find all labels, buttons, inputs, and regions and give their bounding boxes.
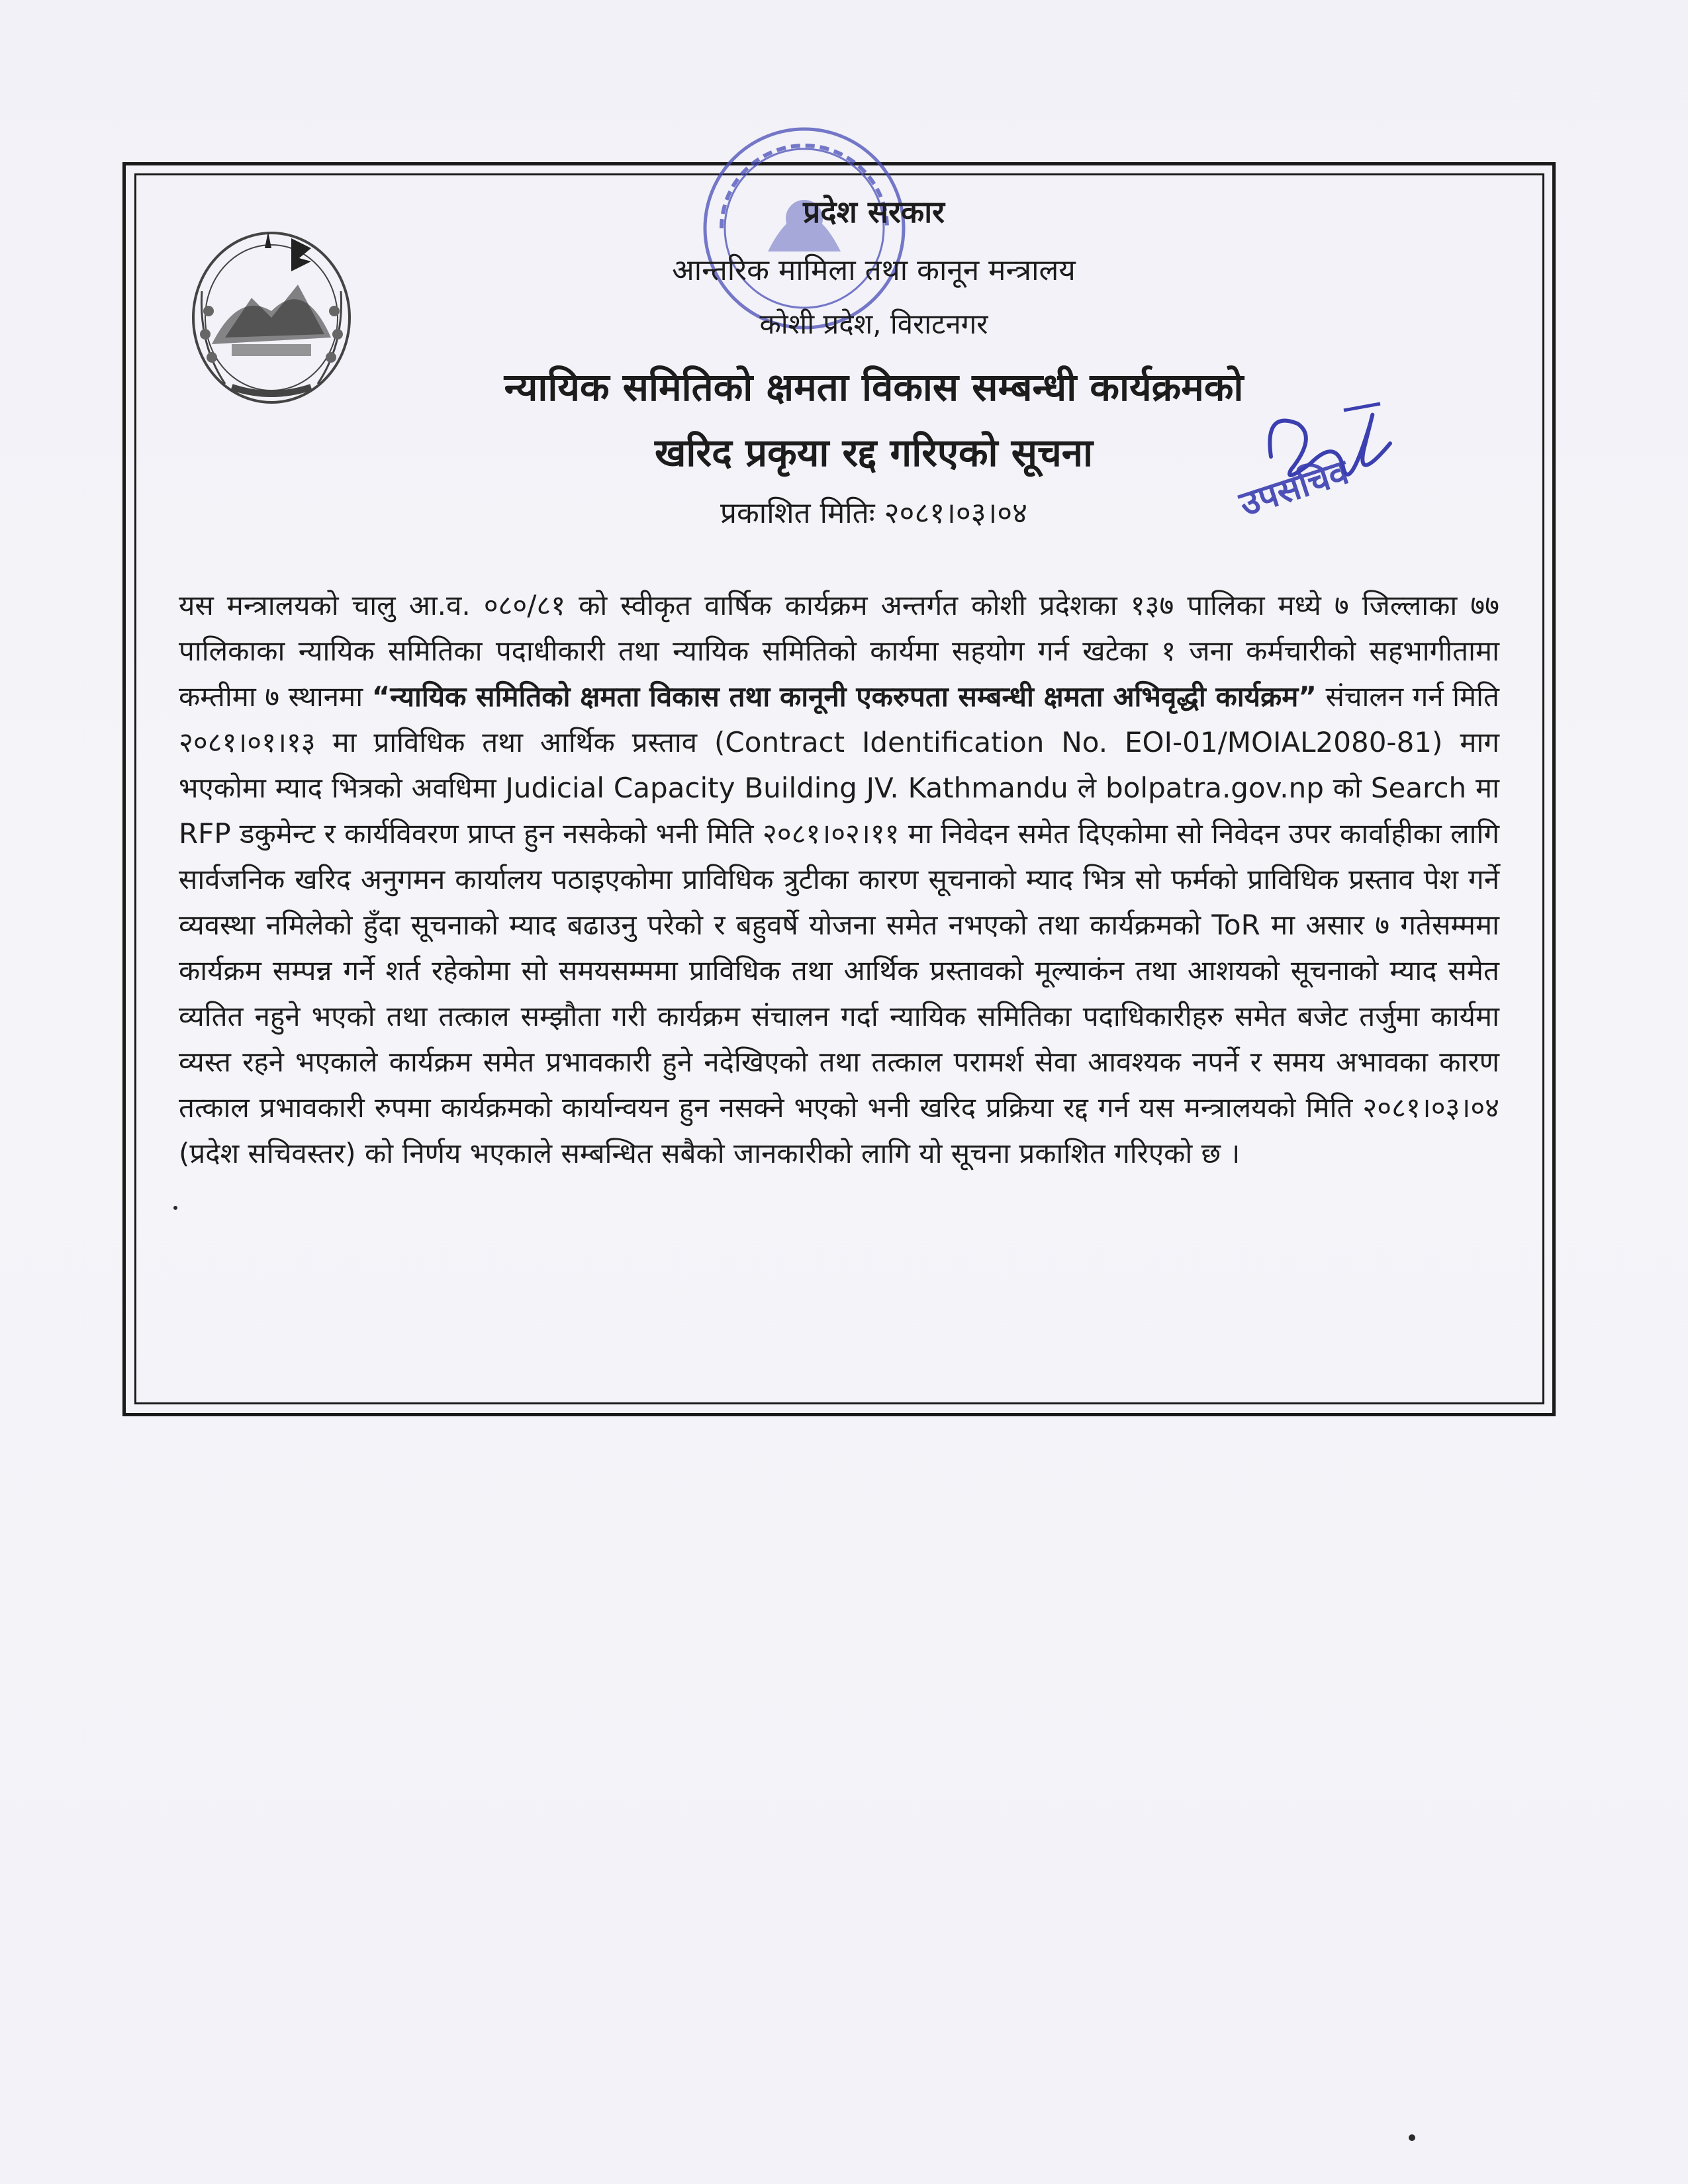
nepal-emblem-icon [185,212,357,410]
notice-header [371,179,1377,531]
scan-speck [173,1206,177,1210]
office-location: कोशी प्रदेश, विराटनगर [759,308,988,340]
signatory-designation: उपसचिव [1235,452,1354,525]
scan-speck [1409,2134,1415,2141]
government-name: प्रदेश सरकार [803,194,945,230]
notice-body [179,582,1499,1176]
program-name: “न्यायिक समितिको क्षमता विकास तथा कानूनी एकरुपता सम्बन्धी क्षमता अभिवृद्धी कार्यक्रम” [371,680,1317,713]
body-part1: यस मन्त्रालयको चालु आ.व. ०८०/८१ को स्वीकृत वार्षिक कार्यक्रम अन्तर्गत कोशी प्रदेशका १३७ पालिका मध्ये ७ जिल्लाका ७७ पालिकाका न्यायिक समितिका पदाधीकारी तथा न्यायिक समितिको कार्यमा सहयोग गर्न खटेका १ जना कर्मचारीको सहभागीतामा कम्तीमा ७ स्थानमा [179,589,1499,713]
notice-title-line1: न्यायिक समितिको क्षमता विकास सम्बन्धी कार्यक्रमको [504,365,1244,410]
published-date: प्रकाशित मितिः २०८१।०३।०४ [720,496,1028,530]
body-part2: संचालन गर्न मिति २०८१।०१।१३ मा प्राविधिक तथा आर्थिक प्रस्ताव (Contract Identification No. EOI-01/MOIAL2080-81) माग भएकोमा म्याद भित्रको अवधिमा Judicial Capacity Building JV. Kathmandu ले bolpatra.gov.np को Search मा RFP डकुमेन्ट र कार्यविवरण प्राप्त हुन नसकेको भनी मिति २०८१।०२।११ मा निवेदन समेत दिएकोमा सो निवेदन उपर कार्वाहीका लागि सार्वजनिक खरिद अनुगमन कार्यालय पठाइएकोमा प्राविधिक त्रुटीका कारण सूचनाको म्याद भित्र सो फर्मको प्राविधिक प्रस्ताव पेश गर्ने व्यवस्था नमिलेको हुँदा सूचनाको म्याद बढाउनु परेको र बहुवर्षे योजना समेत नभएको तथा कार्यक्रमको ToR मा असार ७ गतेसम्ममा कार्यक्रम सम्पन्न गर्ने शर्त रहेकोमा सो समयसम्ममा प्राविधिक तथा आर्थिक प्रस्तावको मूल्याकंन तथा आशयको सूचनाको म्याद समेत व्यतित नहुने भएको तथा तत्काल सम्झौता गरी कार्यक्रम संचालन गर्दा न्यायिक समितिका पदाधिकारीहरु समेत बजेट तर्जुमा कार्यमा व्यस्त रहने भएकाले कार्यक्रम समेत प्रभावकारी हुने नदेखिएको तथा तत्काल परामर्श सेवा आवश्यक नपर्ने र समय अभावका कारण तत्काल प्रभावकारी रुपमा कार्यक्रमको कार्यान्वयन हुन नसक्ने भएको भनी खरिद प्रक्रिया रद्द गर्न यस मन्त्रालयको मिति २०८१।०३।०४ (प्रदेश सचिवस्तर) को निर्णय भएकाले सम्बन्धित सबैको जानकारीको लागि यो सूचना प्रकाशित गरिएको छ । [179,680,1499,1169]
notice-title-line2: खरिद प्रकृया रद्द गरिएको सूचना [654,430,1094,475]
notice-paragraph [179,582,1499,1176]
ministry-name: आन्तरिक मामिला तथा कानून मन्त्रालय [672,253,1076,287]
